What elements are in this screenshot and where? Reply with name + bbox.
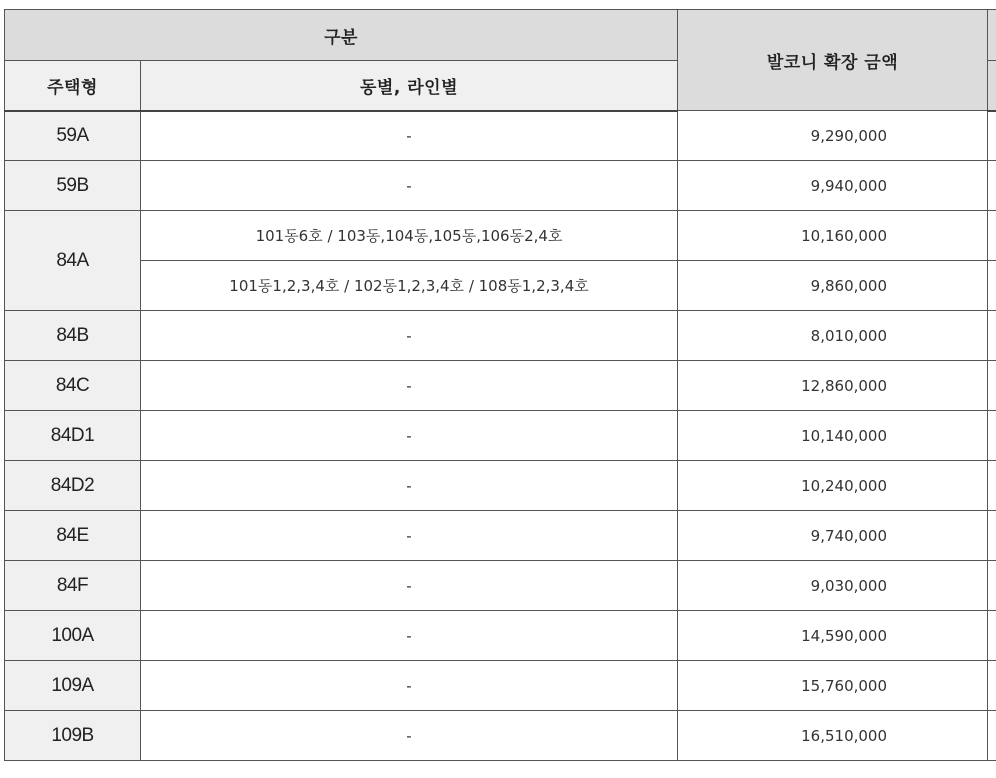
table-row bbox=[5, 661, 996, 711]
table-row bbox=[5, 111, 996, 161]
extra-column-cell bbox=[988, 261, 996, 311]
extra-column-cell bbox=[988, 561, 996, 611]
price-header: 발코니 확장 금액 bbox=[678, 10, 988, 111]
housing-type-cell: 59A bbox=[5, 111, 141, 161]
balcony-price-cell: 15,760,000 bbox=[678, 661, 988, 711]
balcony-price-cell: 9,740,000 bbox=[678, 511, 988, 561]
table-row bbox=[5, 361, 996, 411]
unit-line-cell: 101동6호 / 103동,104동,105동,106동2,4호 bbox=[141, 211, 678, 261]
table-row bbox=[5, 311, 996, 361]
table-row bbox=[5, 261, 996, 311]
housing-type-cell: 84D1 bbox=[5, 411, 141, 461]
extra-column-cell bbox=[988, 61, 996, 111]
extra-column-cell bbox=[988, 461, 996, 511]
table-row bbox=[5, 211, 996, 261]
table-row bbox=[5, 561, 996, 611]
unit-line-cell: - bbox=[141, 561, 678, 611]
extra-column-cell bbox=[988, 711, 996, 761]
unit-line-cell: - bbox=[141, 411, 678, 461]
balcony-price-cell: 9,030,000 bbox=[678, 561, 988, 611]
table-row bbox=[5, 611, 996, 661]
balcony-price-cell: 12,860,000 bbox=[678, 361, 988, 411]
extra-column-cell bbox=[988, 211, 996, 261]
unit-header: 동별, 라인별 bbox=[141, 61, 678, 111]
table-row bbox=[5, 461, 996, 511]
extra-column-cell bbox=[988, 161, 996, 211]
extra-column-cell bbox=[988, 511, 996, 561]
unit-line-cell: - bbox=[141, 361, 678, 411]
housing-type-cell: 100A bbox=[5, 611, 141, 661]
balcony-price-cell: 9,860,000 bbox=[678, 261, 988, 311]
housing-type-cell: 84E bbox=[5, 511, 141, 561]
unit-line-cell: - bbox=[141, 461, 678, 511]
extra-column-cell bbox=[988, 411, 996, 461]
balcony-price-cell: 10,160,000 bbox=[678, 211, 988, 261]
unit-line-cell: - bbox=[141, 511, 678, 561]
balcony-price-cell: 16,510,000 bbox=[678, 711, 988, 761]
housing-type-cell: 59B bbox=[5, 161, 141, 211]
balcony-price-cell: 14,590,000 bbox=[678, 611, 988, 661]
balcony-price-cell: 10,140,000 bbox=[678, 411, 988, 461]
table-row bbox=[5, 711, 996, 761]
unit-line-cell: - bbox=[141, 711, 678, 761]
balcony-price-cell: 9,940,000 bbox=[678, 161, 988, 211]
group-header: 구분 bbox=[5, 10, 678, 61]
extra-column-cell bbox=[988, 10, 996, 61]
balcony-price-cell: 8,010,000 bbox=[678, 311, 988, 361]
unit-line-cell: - bbox=[141, 611, 678, 661]
extra-column-cell bbox=[988, 361, 996, 411]
balcony-price-cell: 10,240,000 bbox=[678, 461, 988, 511]
header-row-1 bbox=[5, 10, 996, 61]
table-row bbox=[5, 161, 996, 211]
housing-type-cell: 109B bbox=[5, 711, 141, 761]
extra-column-cell bbox=[988, 661, 996, 711]
housing-type-cell: 84F bbox=[5, 561, 141, 611]
housing-type-cell: 84A bbox=[5, 211, 141, 311]
extra-column-cell bbox=[988, 611, 996, 661]
balcony-price-cell: 9,290,000 bbox=[678, 111, 988, 161]
extra-column-cell bbox=[988, 311, 996, 361]
extra-column-cell bbox=[988, 111, 996, 161]
housing-type-cell: 84D2 bbox=[5, 461, 141, 511]
housing-type-cell: 84C bbox=[5, 361, 141, 411]
table-body bbox=[5, 111, 996, 761]
unit-line-cell: 101동1,2,3,4호 / 102동1,2,3,4호 / 108동1,2,3,4호 bbox=[141, 261, 678, 311]
table-row bbox=[5, 511, 996, 561]
housing-type-cell: 109A bbox=[5, 661, 141, 711]
unit-line-cell: - bbox=[141, 661, 678, 711]
table-row bbox=[5, 411, 996, 461]
unit-line-cell: - bbox=[141, 161, 678, 211]
balcony-price-table bbox=[4, 9, 996, 761]
type-header: 주택형 bbox=[5, 61, 141, 111]
unit-line-cell: - bbox=[141, 111, 678, 161]
balcony-price-table-container bbox=[4, 9, 996, 761]
housing-type-cell: 84B bbox=[5, 311, 141, 361]
unit-line-cell: - bbox=[141, 311, 678, 361]
